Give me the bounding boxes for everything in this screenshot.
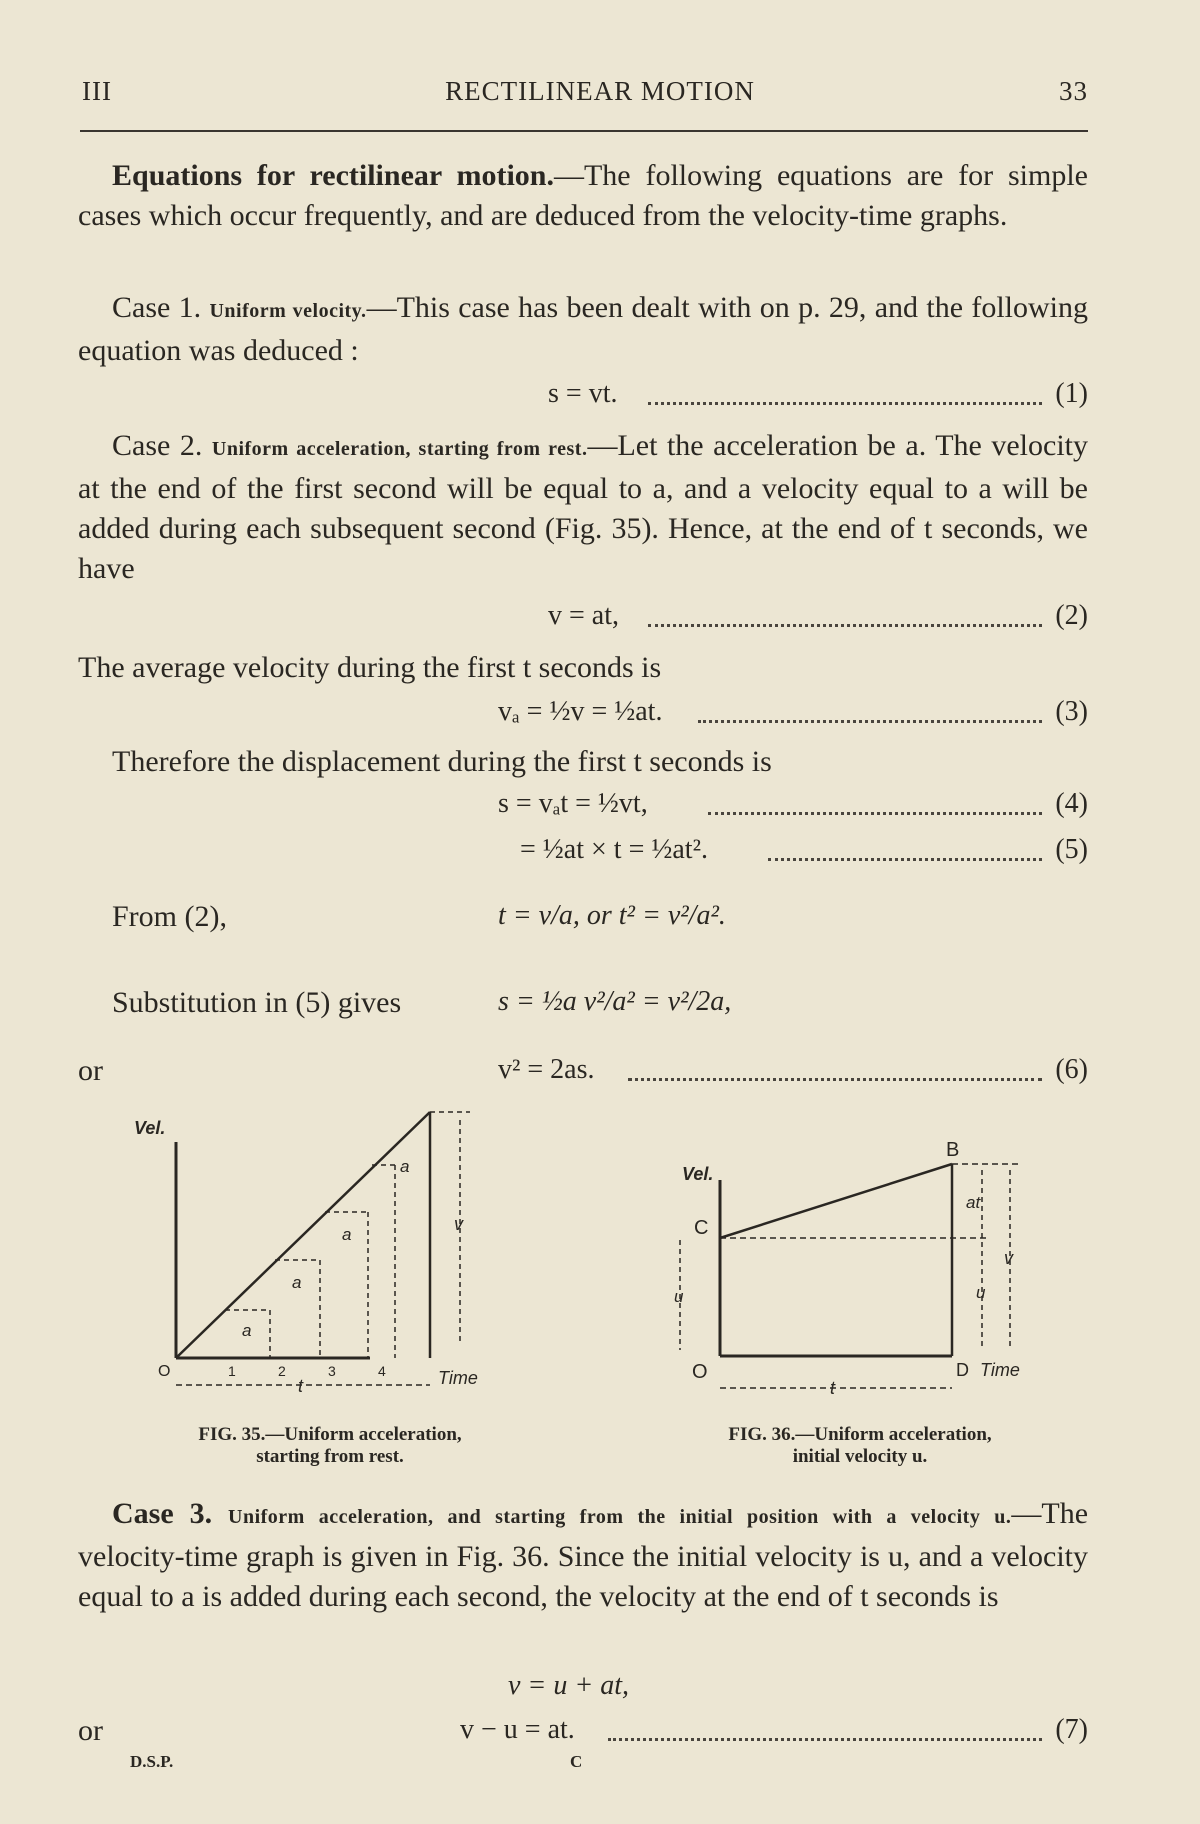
fig36-point-b: B <box>946 1139 960 1161</box>
leader-dots <box>608 1738 1042 1741</box>
case2-label: Case 2. <box>112 429 203 462</box>
fig35-origin: O <box>158 1363 171 1380</box>
fig35-vel-label: Vel. <box>134 1118 166 1138</box>
equation-5-number: (5) <box>1055 834 1088 865</box>
fig36-t-label: t <box>830 1378 836 1398</box>
equation-2 <box>78 600 1088 640</box>
fig35-caption-line1: FIG. 35.—Uniform acceleration, <box>198 1424 462 1445</box>
case2-text: —Let the acceleration be a. The velocity at the end of the first second will be equal to a, and a velocity equal to a will be added during each subsequent second (Fig. 35). Hence, at the end of t seconds, we have <box>78 429 1089 585</box>
fig35-tick-1: 1 <box>228 1363 236 1379</box>
case3-label: Case 3. <box>112 1497 213 1530</box>
equation-3-expr: vₐ = ½v = ½at. <box>498 696 663 727</box>
leader-dots <box>628 1078 1042 1081</box>
equation-v-u-at-expr: v = u + at, <box>508 1670 629 1701</box>
from-2-label: From (2), <box>112 900 227 933</box>
intro-text: —The following equations are for simple cases which occur frequently, and are deduced from the velocity-time graphs. <box>78 159 1088 232</box>
case1-label: Case 1. <box>112 291 202 324</box>
fig35-tick-2: 2 <box>278 1363 286 1379</box>
footer-mark: C <box>570 1752 583 1771</box>
case1-title: Uniform velocity. <box>209 300 367 322</box>
equation-6-expr: v² = 2as. <box>498 1054 595 1085</box>
fig35-velocity-line <box>176 1112 430 1358</box>
fig35-t-label: t <box>298 1376 304 1396</box>
footer-signature: D.S.P. <box>130 1752 174 1771</box>
from-2-line <box>78 900 1088 940</box>
fig35-caption <box>120 1424 540 1468</box>
leader-dots <box>648 624 1042 627</box>
page-number: 33 <box>1059 76 1088 106</box>
substitution-equation: s = ½a v²/a² = v²/2a, <box>498 986 732 1017</box>
fig36-velocity-line <box>720 1164 952 1238</box>
case1-text: —This case has been dealt with on p. 29, and the following equation was deduced : <box>78 291 1088 367</box>
equation-7 <box>78 1714 1088 1754</box>
paragraph-case1 <box>78 288 1088 371</box>
fig35-a-label-2: a <box>292 1273 302 1292</box>
fig36-caption-line1: FIG. 36.—Uniform acceleration, <box>728 1424 992 1445</box>
fig35-tick-3: 3 <box>328 1363 336 1379</box>
equation-6-number: (6) <box>1055 1054 1088 1085</box>
equation-v-u-at <box>78 1670 1088 1710</box>
figure-36 <box>660 1130 1060 1420</box>
leader-dots <box>698 720 1042 723</box>
substitution-line <box>78 986 1088 1026</box>
substitution-label: Substitution in (5) gives <box>112 986 402 1019</box>
equation-1 <box>78 378 1088 418</box>
case2-title: Uniform acceleration, starting from rest. <box>211 438 588 460</box>
header-rule <box>80 130 1088 132</box>
equation-3 <box>78 696 1088 736</box>
figure-35 <box>120 1100 540 1420</box>
fig36-caption <box>660 1424 1060 1468</box>
equation-7-number: (7) <box>1055 1714 1088 1745</box>
running-title: RECTILINEAR MOTION <box>445 76 755 106</box>
equation-3-number: (3) <box>1055 696 1088 727</box>
equation-4-expr: s = vₐt = ½vt, <box>498 788 648 819</box>
or-label: or <box>78 1054 103 1087</box>
fig35-caption-line2: starting from rest. <box>256 1446 404 1467</box>
paragraph-case2 <box>78 426 1088 589</box>
fig36-vel-label: Vel. <box>682 1164 714 1184</box>
leader-dots <box>768 858 1042 861</box>
equation-6 <box>78 1054 1088 1094</box>
fig35-v-label: v <box>454 1214 463 1234</box>
fig35-time-label: Time <box>438 1368 478 1388</box>
fig36-at-label: at <box>966 1193 981 1212</box>
section-heading: Equations for rectilinear motion. <box>112 159 554 192</box>
fig36-u-label-left: u <box>674 1287 684 1306</box>
fig36-caption-line2: initial velocity u. <box>792 1446 928 1467</box>
equation-2-expr: v = at, <box>548 600 619 631</box>
from-2-equation: t = v/a, or t² = v²/a². <box>498 900 726 931</box>
fig36-v-label: v <box>1004 1248 1013 1268</box>
fig36-point-o: O <box>692 1361 708 1383</box>
equation-7-expr: v − u = at. <box>460 1714 575 1745</box>
fig35-a-label-1: a <box>242 1321 252 1340</box>
fig35-tick-4: 4 <box>378 1363 386 1379</box>
average-velocity-text: The average velocity during the first t seconds is <box>78 651 662 684</box>
equation-4 <box>78 788 1088 828</box>
fig36-point-c: C <box>694 1217 709 1239</box>
fig36-point-d: D <box>956 1360 969 1380</box>
fig35-a-label-4: a <box>400 1157 410 1176</box>
equation-2-number: (2) <box>1055 600 1088 631</box>
equation-4-number: (4) <box>1055 788 1088 819</box>
equation-5 <box>78 834 1088 874</box>
case3-text: —The velocity-time graph is given in Fig. 36. Since the initial velocity is u, and a velocity equal to a is added during each second, the velocity at the end of t seconds is <box>78 1497 1089 1613</box>
fig35-a-label-3: a <box>342 1225 352 1244</box>
leader-dots <box>648 402 1042 405</box>
paragraph-case3 <box>78 1494 1088 1617</box>
displacement-text: Therefore the displacement during the first t seconds is <box>112 745 772 778</box>
equation-1-expr: s = vt. <box>548 378 618 409</box>
fig36-u-label-right: u <box>976 1283 986 1302</box>
equation-1-number: (1) <box>1055 378 1088 409</box>
equation-5-expr: = ½at × t = ½at². <box>520 834 708 865</box>
fig36-time-label: Time <box>980 1360 1020 1380</box>
case3-title: Uniform acceleration, and starting from the initial position with a velocity u. <box>228 1506 1012 1528</box>
paragraph-intro <box>78 156 1088 236</box>
chapter-number: III <box>82 76 112 106</box>
leader-dots <box>708 812 1042 815</box>
or-label-2: or <box>78 1714 103 1747</box>
